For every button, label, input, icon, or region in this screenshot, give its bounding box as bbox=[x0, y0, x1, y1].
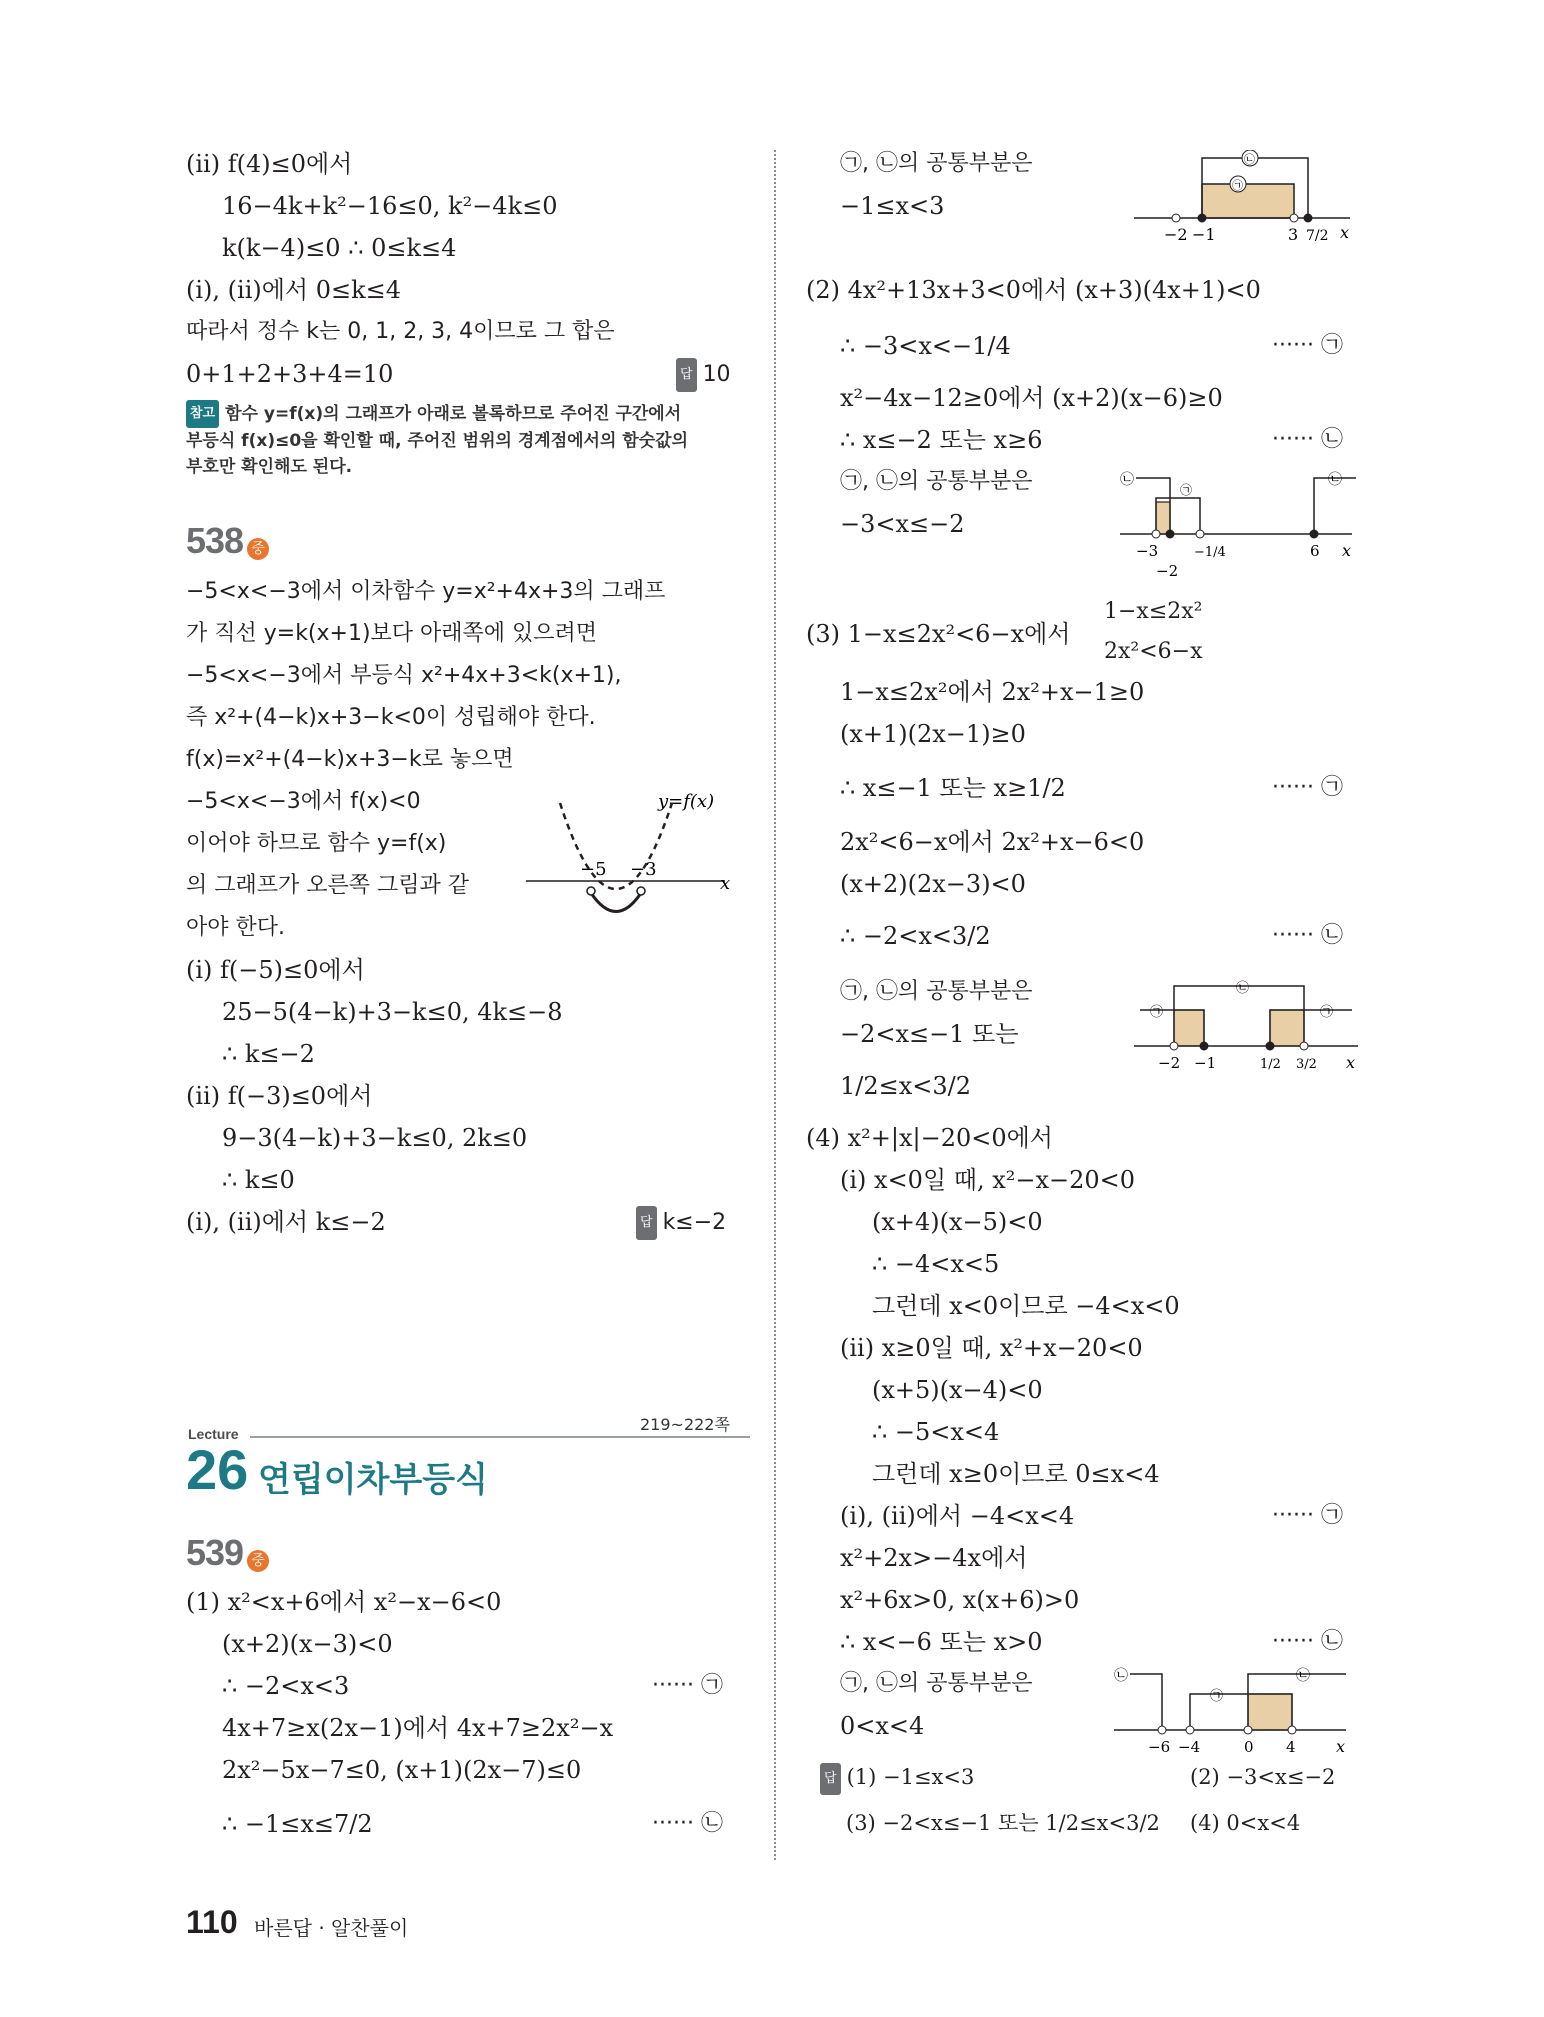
svg-text:−1/4: −1/4 bbox=[1194, 545, 1226, 560]
text-line: ㉠, ㉡의 공통부분은 bbox=[840, 151, 1033, 176]
note-badge-icon: 참고 bbox=[186, 400, 219, 428]
svg-text:x: x bbox=[1336, 1737, 1346, 1756]
shaded-region bbox=[1270, 1010, 1304, 1046]
text-line: 1/2≤x<3/2 bbox=[840, 1072, 972, 1100]
text-line: f(x)=x²+(4−k)x+3−k로 놓으면 bbox=[186, 747, 514, 772]
text-line: (i), (ii)에서 k≤−2 bbox=[186, 1208, 386, 1236]
text-line: ∴ x<−6 또는 x>0 bbox=[840, 1628, 1043, 1656]
parabola-graph bbox=[520, 785, 740, 935]
text-line: 2x²<6−x에서 2x²+x−6<0 bbox=[840, 828, 1145, 856]
text-line: (2) 4x²+13x+3<0에서 (x+3)(4x+1)<0 bbox=[806, 276, 1261, 304]
answer-badge-icon: 답 bbox=[820, 1763, 841, 1795]
text-line: −1≤x<3 bbox=[840, 192, 945, 220]
footer-title: 바른답 · 알찬풀이 bbox=[254, 1916, 409, 1940]
text-line: ∴ −3<x<−1/4 bbox=[840, 332, 1011, 360]
shaded-region bbox=[1174, 1010, 1204, 1046]
text-line: −5<x<−3에서 이차함수 y=x²+4x+3의 그래프 bbox=[186, 579, 666, 604]
root-point bbox=[587, 887, 595, 895]
answer-badge-icon: 답 bbox=[676, 358, 697, 392]
text-line: (i) x<0일 때, x²−x−20<0 bbox=[840, 1166, 1136, 1194]
equation-tag: ······ ㉠ bbox=[1272, 1503, 1343, 1528]
text-line: 의 그래프가 오른쪽 그림과 같 bbox=[186, 873, 469, 898]
svg-text:㉠: ㉠ bbox=[1210, 1689, 1224, 1704]
text-line: 그런데 x<0이므로 −4<x<0 bbox=[872, 1292, 1180, 1320]
text-line: ㉠, ㉡의 공통부분은 bbox=[840, 1671, 1033, 1696]
svg-text:−6: −6 bbox=[1148, 1738, 1171, 1756]
lecture-pages: 219~222쪽 bbox=[640, 1415, 730, 1434]
text-line: (ii) x≥0일 때, x²+x−20<0 bbox=[840, 1334, 1143, 1362]
level-icon: 중 bbox=[247, 538, 269, 560]
text-line: k(k−4)≤0 ∴ 0≤k≤4 bbox=[222, 234, 457, 262]
root-label: −5 bbox=[580, 859, 607, 880]
number-line-3 bbox=[1130, 976, 1370, 1086]
equation-tag: ······ ㉡ bbox=[1272, 1629, 1343, 1654]
graph-label: y=f(x) bbox=[658, 791, 715, 812]
text-line: (ii) f(−3)≤0에서 bbox=[186, 1082, 373, 1110]
svg-text:㉡: ㉡ bbox=[1244, 153, 1255, 166]
svg-text:㉡: ㉡ bbox=[1328, 472, 1342, 488]
text-line: (1) x²<x+6에서 x²−x−6<0 bbox=[186, 1588, 502, 1616]
text-line: 16−4k+k²−16≤0, k²−4k≤0 bbox=[222, 192, 558, 220]
text-line: 즉 x²+(4−k)x+3−k<0이 성립해야 한다. bbox=[186, 705, 596, 730]
text-line: 그런데 x≥0이므로 0≤x<4 bbox=[872, 1460, 1160, 1488]
svg-text:4: 4 bbox=[1286, 1738, 1296, 1756]
number-line-4 bbox=[1110, 1660, 1360, 1770]
text-line: 따라서 정수 k는 0, 1, 2, 3, 4이므로 그 합은 bbox=[186, 319, 615, 344]
svg-text:1/2: 1/2 bbox=[1260, 1057, 1281, 1072]
svg-text:㉠: ㉠ bbox=[1320, 1005, 1334, 1020]
svg-text:㉡: ㉡ bbox=[1236, 981, 1250, 996]
svg-text:x: x bbox=[1342, 541, 1352, 560]
lecture-rule bbox=[250, 1436, 750, 1438]
text-line: ㉠, ㉡의 공통부분은 bbox=[840, 469, 1033, 494]
answer-tag: 답 k≤−2 bbox=[636, 1206, 726, 1240]
text-line: x²+2x>−4x에서 bbox=[840, 1544, 1028, 1572]
equation-tag: ······ ㉠ bbox=[1272, 775, 1343, 800]
column-divider bbox=[774, 150, 776, 1860]
svg-text:3: 3 bbox=[1288, 225, 1299, 244]
lecture-title: 연립이차부등식 bbox=[258, 1460, 488, 1500]
text-line: ∴ k≤0 bbox=[222, 1166, 295, 1194]
answer-line: (3) −2<x≤−1 또는 1/2≤x<3/2 bbox=[846, 1811, 1160, 1835]
text-line: −3<x≤−2 bbox=[840, 510, 965, 538]
text-line: ∴ −5<x<4 bbox=[872, 1418, 1000, 1446]
problem-number: 538 bbox=[186, 520, 244, 561]
shaded-region bbox=[1202, 184, 1294, 218]
svg-text:3/2: 3/2 bbox=[1296, 1057, 1317, 1072]
text-line: ∴ −2<x<3/2 bbox=[840, 922, 991, 950]
answer-line: 답 (1) −1≤x<3 bbox=[820, 1762, 974, 1795]
page-number: 110 bbox=[186, 1904, 238, 1940]
svg-text:x: x bbox=[1340, 223, 1350, 242]
svg-text:㉡: ㉡ bbox=[1114, 1668, 1128, 1684]
problem-number: 539 bbox=[186, 1532, 244, 1573]
text-line: (x+5)(x−4)<0 bbox=[872, 1376, 1043, 1404]
level-icon: 중 bbox=[247, 1550, 269, 1572]
text-line: (3) 1−x≤2x²<6−x에서 bbox=[806, 620, 1071, 648]
text-line: ∴ −1≤x≤7/2 bbox=[222, 1810, 373, 1838]
svg-text:㉠: ㉠ bbox=[1150, 1005, 1164, 1020]
root-point bbox=[637, 887, 645, 895]
text-line: (4) x²+|x|−20<0에서 bbox=[806, 1124, 1053, 1152]
shaded-region bbox=[1248, 1694, 1292, 1730]
text-line: (x+4)(x−5)<0 bbox=[872, 1208, 1043, 1236]
svg-text:㉡: ㉡ bbox=[1120, 472, 1134, 488]
text-line: 0+1+2+3+4=10 bbox=[186, 360, 394, 388]
text-line: ∴ x≤−2 또는 x≥6 bbox=[840, 426, 1043, 454]
text-line: 0<x<4 bbox=[840, 1712, 925, 1740]
text-line: ∴ −4<x<5 bbox=[872, 1250, 1000, 1278]
root-label: −3 bbox=[630, 859, 657, 880]
svg-text:x: x bbox=[1346, 1053, 1356, 1072]
svg-text:6: 6 bbox=[1310, 542, 1320, 560]
svg-text:−2: −2 bbox=[1164, 225, 1188, 244]
answer-badge-icon: 답 bbox=[636, 1206, 657, 1240]
answer-line: (4) 0<x<4 bbox=[1190, 1811, 1301, 1835]
text-line: (x+2)(2x−3)<0 bbox=[840, 870, 1026, 898]
text-line: ㉠, ㉡의 공통부분은 bbox=[840, 979, 1033, 1004]
svg-text:−2: −2 bbox=[1158, 1054, 1181, 1072]
text-line: 9−3(4−k)+3−k≤0, 2k≤0 bbox=[222, 1124, 528, 1152]
svg-text:㉡: ㉡ bbox=[1296, 1668, 1310, 1684]
text-line: 1−x≤2x²에서 2x²+x−1≥0 bbox=[840, 678, 1145, 706]
text-line: ∴ k≤−2 bbox=[222, 1040, 315, 1068]
parabola-solid bbox=[591, 893, 641, 912]
problem-538-header bbox=[186, 520, 269, 562]
text-line: x²+6x>0, x(x+6)>0 bbox=[840, 1586, 1080, 1614]
equation-tag: ······ ㉠ bbox=[1272, 333, 1343, 358]
lecture-number: 26 bbox=[186, 1438, 249, 1501]
text-line: 아야 한다. bbox=[186, 915, 285, 940]
text-line: (i), (ii)에서 −4<x<4 bbox=[840, 1502, 1075, 1530]
svg-text:−4: −4 bbox=[1178, 1738, 1201, 1756]
text-line: −2<x≤−1 또는 bbox=[840, 1020, 1019, 1048]
answer-line: (2) −3<x≤−2 bbox=[1190, 1765, 1336, 1789]
text-line: 2x²<6−x bbox=[1104, 639, 1203, 664]
svg-text:7/2: 7/2 bbox=[1306, 228, 1329, 244]
svg-text:−2: −2 bbox=[1156, 562, 1179, 580]
equation-tag: ······ ㉡ bbox=[1272, 427, 1343, 452]
text-line: (i) f(−5)≤0에서 bbox=[186, 956, 365, 984]
svg-text:−1: −1 bbox=[1192, 225, 1216, 244]
shaded-region bbox=[1156, 502, 1170, 534]
text-line: x²−4x−12≥0에서 (x+2)(x−6)≥0 bbox=[840, 384, 1223, 412]
reference-note: 참고 함수 y=f(x)의 그래프가 아래로 볼록하므로 주어진 구간에서 부등식 f(x)≤0을 확인할 때, 주어진 범위의 경계점에서의 함숫값의 부호만 확인해도 된다. bbox=[186, 400, 746, 480]
svg-text:−3: −3 bbox=[1136, 542, 1159, 560]
text-line: −5<x<−3에서 부등식 x²+4x+3<k(x+1), bbox=[186, 663, 622, 688]
number-line-1 bbox=[1130, 150, 1360, 260]
svg-text:㉠: ㉠ bbox=[1232, 179, 1243, 192]
text-line: −5<x<−3에서 f(x)<0 bbox=[186, 789, 421, 814]
text-line: 4x+7≥x(2x−1)에서 4x+7≥2x²−x bbox=[222, 1714, 614, 1742]
text-line: (x+1)(2x−1)≥0 bbox=[840, 720, 1026, 748]
text-line: 가 직선 y=k(x+1)보다 아래쪽에 있으려면 bbox=[186, 621, 598, 646]
text-line: 2x²−5x−7≤0, (x+1)(2x−7)≤0 bbox=[222, 1756, 582, 1784]
text-line: (i), (ii)에서 0≤k≤4 bbox=[186, 276, 402, 304]
lecture-label: Lecture bbox=[188, 1426, 239, 1442]
svg-text:㉠: ㉠ bbox=[1180, 483, 1193, 497]
text-line: (x+2)(x−3)<0 bbox=[222, 1630, 393, 1658]
svg-text:0: 0 bbox=[1244, 1738, 1254, 1756]
text-line: ∴ x≤−1 또는 x≥1/2 bbox=[840, 774, 1066, 802]
answer-tag: 답 10 bbox=[676, 358, 731, 392]
text-line: 이어야 하므로 함수 y=f(x) bbox=[186, 831, 447, 856]
svg-text:−1: −1 bbox=[1194, 1054, 1217, 1072]
problem-539-header bbox=[186, 1532, 269, 1574]
text-line: (ii) f(4)≤0에서 bbox=[186, 150, 353, 178]
text-line: 1−x≤2x² bbox=[1104, 599, 1203, 624]
text-line: 25−5(4−k)+3−k≤0, 4k≤−8 bbox=[222, 998, 563, 1026]
bracket bbox=[1130, 1674, 1162, 1730]
equation-tag: ······ ㉡ bbox=[1272, 923, 1343, 948]
equation-tag: ······ ㉠ bbox=[652, 1673, 723, 1698]
number-line-2 bbox=[1116, 464, 1366, 584]
x-axis-label: x bbox=[720, 873, 731, 894]
equation-tag: ······ ㉡ bbox=[652, 1811, 723, 1836]
text-line: ∴ −2<x<3 bbox=[222, 1672, 350, 1700]
